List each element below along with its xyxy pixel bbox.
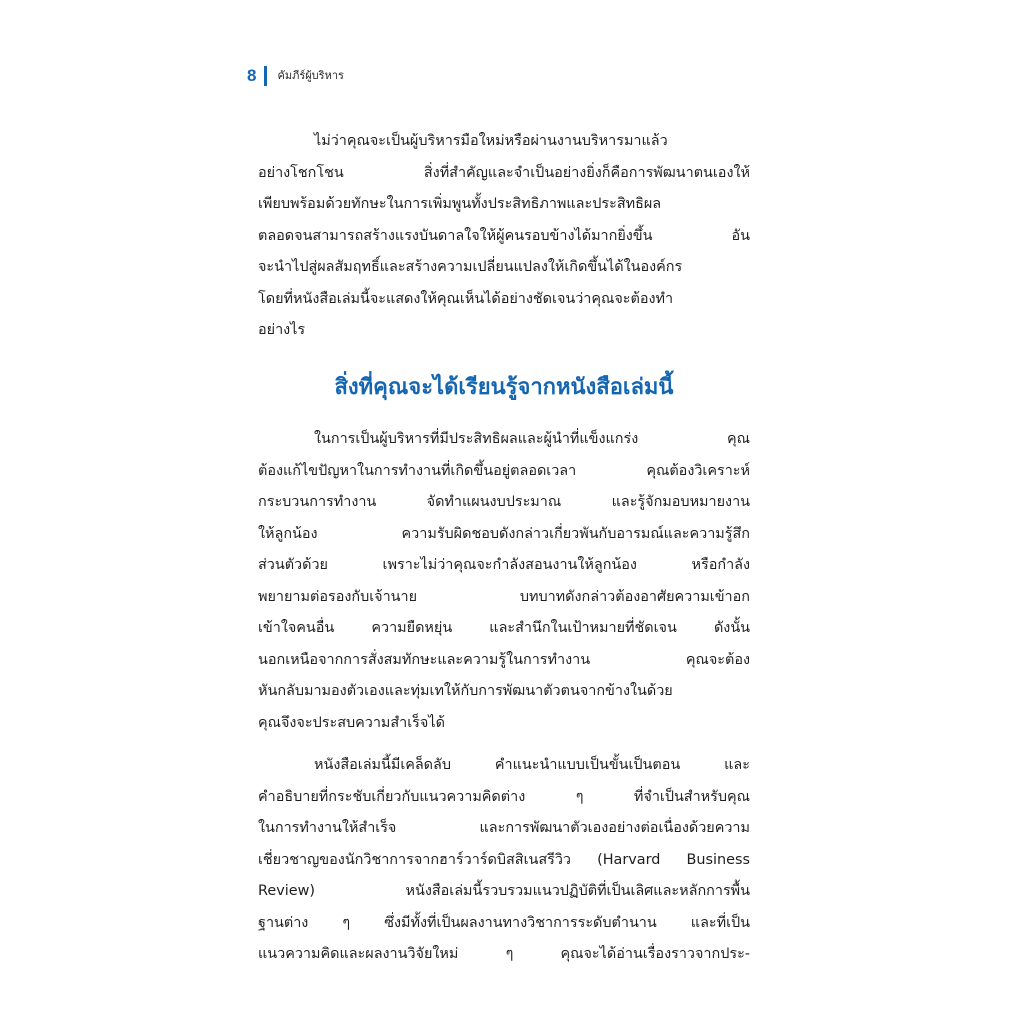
text-line: คุณจึงจะประสบความสำเร็จได้ [258, 714, 445, 731]
text-line: เข้าใจคนอื่น ความยืดหยุ่น และสำนึกในเป้าหมายที่ชัดเจน ดังนั้น [258, 620, 750, 636]
text-line: แนวความคิดและผลงานวิจัยใหม่ ๆ คุณจะได้อ่านเรื่องราวจากประ- [258, 946, 750, 962]
page-number: 8 [247, 66, 257, 85]
section-heading: สิ่งที่คุณจะได้เรียนรู้จากหนังสือเล่มนี้ [334, 375, 674, 400]
text-line: อย่างโชกโชน สิ่งที่สำคัญและจำเป็นอย่างยิ่งก็คือการพัฒนาตนเองให้ [258, 164, 750, 181]
text-line: ตลอดจนสามารถสร้างแรงบันดาลใจให้ผู้คนรอบข้างได้มากยิ่งขึ้น อัน [258, 227, 750, 244]
text-line: คำอธิบายที่กระชับเกี่ยวกับแนวความคิดต่าง ๆ ที่จำเป็นสำหรับคุณ [258, 788, 750, 805]
page-header [247, 64, 344, 88]
text-line: ส่วนตัวด้วย เพราะไม่ว่าคุณจะกำลังสอนงานให้ลูกน้อง หรือกำลัง [258, 557, 750, 573]
text-line: ไม่ว่าคุณจะเป็นผู้บริหารมือใหม่หรือผ่านงานบริหารมาแล้ว [314, 133, 668, 149]
text-line: Review) หนังสือเล่มนี้รวบรวมแนวปฏิบัติที่เป็นเลิศและหลักการพื้น [258, 883, 750, 899]
paragraph-learning [258, 424, 750, 739]
text-line: หันกลับมามองตัวเองและทุ่มเทให้กับการพัฒนาตัวตนจากข้างในด้วย [258, 683, 673, 699]
text-line: ในการเป็นผู้บริหารที่มีประสิทธิผลและผู้นำที่แข็งแกร่ง คุณ [314, 431, 750, 447]
text-line: ในการทำงานให้สำเร็จ และการพัฒนาตัวเองอย่างต่อเนื่องด้วยความ [258, 820, 750, 836]
text-line: นอกเหนือจากการสั่งสมทักษะและความรู้ในการทำงาน คุณจะต้อง [258, 651, 750, 668]
text-line: โดยที่หนังสือเล่มนี้จะแสดงให้คุณเห็นได้อย่างชัดเจนว่าคุณจะต้องทำ [258, 290, 674, 307]
header-divider-bar [264, 66, 267, 86]
text-line: ฐานต่าง ๆ ซึ่งมีทั้งที่เป็นผลงานทางวิชาการระดับตำนาน และที่เป็น [258, 914, 750, 931]
text-line: กระบวนการทำงาน จัดทำแผนงบประมาณ และรู้จักมอบหมายงาน [258, 494, 750, 510]
paragraph-intro [258, 126, 750, 347]
text-line: จะนำไปสู่ผลสัมฤทธิ์และสร้างความเปลี่ยนแปลงให้เกิดขึ้นได้ในองค์กร [258, 259, 683, 275]
text-line: ต้องแก้ไขปัญหาในการทำงานที่เกิดขึ้นอยู่ตลอดเวลา คุณต้องวิเคราะห์ [258, 462, 750, 479]
text-line: เชี่ยวชาญของนักวิชาการจากฮาร์วาร์ดบิสสิเนสรีวิว (Harvard Business [258, 851, 750, 868]
paragraph-book-contents [258, 750, 750, 971]
text-line: ให้ลูกน้อง ความรับผิดชอบดังกล่าวเกี่ยวพันกับอารมณ์และความรู้สึก [258, 525, 750, 542]
running-title: คัมภีร์ผู้บริหาร [277, 69, 344, 82]
text-line: หนังสือเล่มนี้มีเคล็ดลับ คำแนะนำแบบเป็นขั้นเป็นตอน และ [314, 757, 750, 773]
text-line: เพียบพร้อมด้วยทักษะในการเพิ่มพูนทั้งประสิทธิภาพและประสิทธิผล [258, 196, 662, 212]
text-line: พยายามต่อรองกับเจ้านาย บทบาทดังกล่าวต้องอาศัยความเข้าอก [258, 588, 750, 605]
text-line: อย่างไร [258, 322, 306, 338]
